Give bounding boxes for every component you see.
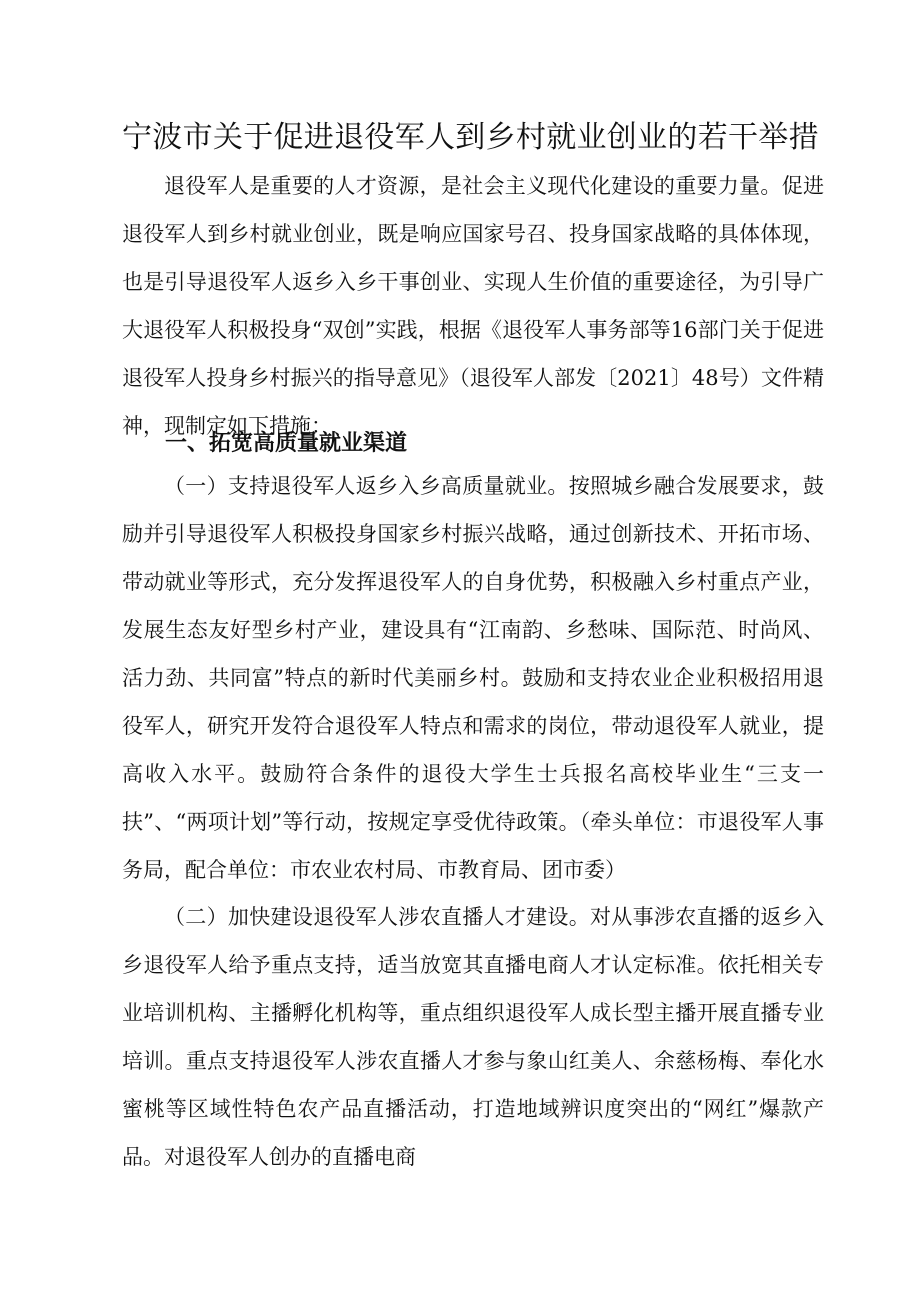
section-heading-1: 一、拓宽高质量就业渠道 (165, 431, 408, 456)
document-title: 宁波市关于促进退役军人到乡村就业创业的若干举措 (122, 120, 819, 155)
measure-paragraph-2: （二）加快建设退役军人涉农直播人才建设。对从事涉农直播的返乡入乡退役军人给予重点支持，适当放宽其直播电商人才认定标准。依托相关专业培训机构、主播孵化机构等，重点组织退役军人成长型主播开展直播专业培训。重点支持退役军人涉农直播人才参与象山红美人、余慈杨梅、奉化水蜜桃等区域性特色农产品直播活动，打造地域辨识度突出的“网红”爆款产品。对退役军人创办的直播电商 (122, 905, 824, 1169)
measure-paragraph-1: （一）支持退役军人返乡入乡高质量就业。按照城乡融合发展要求，鼓励并引导退役军人积极投身国家乡村振兴战略，通过创新技术、开拓市场、带动就业等形式，充分发挥退役军人的自身优势，积极融入乡村重点产业，发展生态友好型乡村产业，建设具有“江南韵、乡愁味、国际范、时尚风、活力劲、共同富”特点的新时代美丽乡村。鼓励和支持农业企业积极招用退役军人，研究开发符合退役军人特点和需求的岗位，带动退役军人就业，提高收入水平。鼓励符合条件的退役大学生士兵报名高校毕业生“三支一扶”、“两项计划”等行动，按规定享受优待政策。（牵头单位：市退役军人事务局，配合单位：市农业农村局、市教育局、团市委） (122, 474, 824, 882)
intro-paragraph: 退役军人是重要的人才资源，是社会主义现代化建设的重要力量。促进退役军人到乡村就业创业，既是响应国家号召、投身国家战略的具体体现，也是引导退役军人返乡入乡干事创业、实现人生价值的重要途径，为引导广大退役军人积极投身“双创”实践，根据《退役军人事务部等16部门关于促进退役军人投身乡村振兴的指导意见》（退役军人部发〔2021〕48号）文件精神，现制定如下措施： (122, 174, 824, 438)
